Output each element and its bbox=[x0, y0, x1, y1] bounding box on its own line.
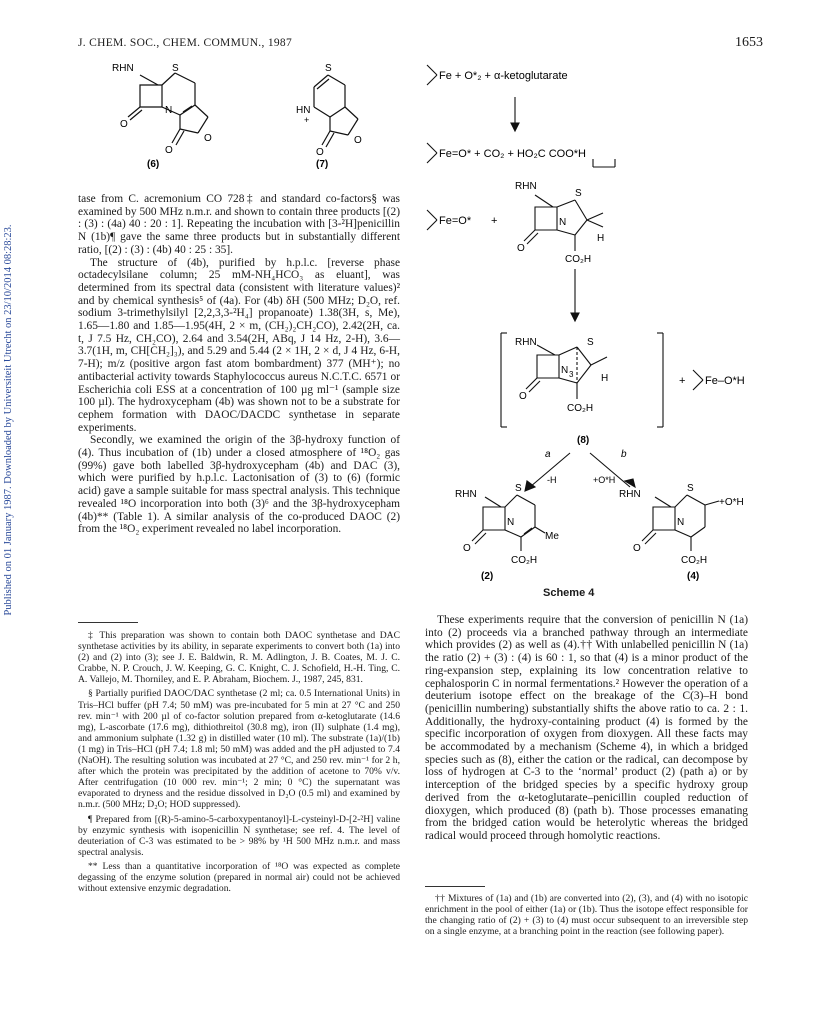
download-notice-text[interactable]: Published on 01 January 1987. Downloaded by Universiteit Utrecht on 23/10/2014 08:28:23. bbox=[3, 224, 14, 616]
footnote-rule-left bbox=[78, 622, 138, 623]
plus-oh-label: +O*H bbox=[593, 475, 616, 485]
paragraph: Secondly, we examined the origin of the 3β-hydroxy function of (4). Thus incubation of (1b) under a closed atmosphere of ¹⁸O₂ gas (99%) gave both labelled 3β-hydroxycepham (4b) and DAC (3), which were purified by h.p.l.c. Lactonisation of (3) to (6) (formic acid) gave a sample suitable for mass spectral analysis. This technique revealed ¹⁸O incorporation into both (3)⁶ and the 3β-hydroxycepham (4b)** (Table 1). A similar analysis of the co-produced DAOC (2) from the ¹⁸O₂ experiment revealed no label incorporation. bbox=[78, 434, 400, 536]
fe-o-label: Fe=O* bbox=[439, 215, 472, 227]
rhn-label-penicillin: RHN bbox=[515, 181, 537, 192]
me-label-2: Me bbox=[545, 531, 559, 542]
footnote: § Partially purified DAOC/DAC synthetase (2 ml; ca. 0.5 International Units) in Tris–HCl buffer (pH 7.4; 50 mM) was pre-incubated for 5 min at 27 °C and 250 rev. min⁻¹ with 200 µl of co-factor solution prepared from α-ketoglutarate (14.6 mg), L-ascorbate (17.6 mg), dithiothreitol (30.8 mg), iron (II) sulphate (1.4 mg), and ammonium sulphate (1.32 g) in distilled water (10 ml). The substrate (1a)/(1b) (1 mg) in Tris–HCl (pH 7.4; 1.8 ml; 50 mM) was added and the pH adjusted to 7.4 (NaOH). The resulting solution was incubated at 27 °C, and 250 rev. min⁻¹ for 2 h, after which the protein was precipitated by the addition of acetone to 70% v/v. After centrifugation (10 000 rev. min⁻¹; 2 min; 0 °C) the supernatant was evaporated to dryness and the residue dissolved in D₂O (0.5 ml) and examined by n.m.r. (500 MHz; D₂O; HOD suppressed). bbox=[78, 688, 400, 811]
h-label-8: H bbox=[601, 373, 609, 384]
co2h-label-2: CO₂H bbox=[511, 555, 538, 566]
h-label-penicillin: H bbox=[597, 233, 605, 244]
oh-label-4: +O*H bbox=[719, 497, 744, 508]
minus-h-label: -H bbox=[547, 475, 557, 485]
path-b-label: b bbox=[621, 449, 627, 460]
rhn-label-6: RHN bbox=[112, 63, 134, 74]
three-label-8: 3 bbox=[569, 370, 574, 379]
n-label-penicillin: N bbox=[559, 217, 567, 228]
o-label-penicillin: O bbox=[517, 243, 525, 254]
n-label-4: N bbox=[677, 517, 685, 528]
scheme-4 bbox=[425, 55, 800, 585]
rhn-label-8: RHN bbox=[515, 337, 537, 348]
s-label-penicillin: S bbox=[575, 188, 582, 199]
label-2: (2) bbox=[481, 571, 494, 582]
n-label-2: N bbox=[507, 517, 515, 528]
o-label-2: O bbox=[463, 543, 471, 554]
left-footnotes bbox=[78, 630, 400, 897]
footnote: ** Less than a quantitative incorporation of ¹⁸O was expected as complete degassing of the enzyme solution (prepared in normal air) could not be achieved without extensive enzymic degradation. bbox=[78, 860, 400, 895]
o-label-8: O bbox=[519, 391, 527, 402]
n-label-8: N bbox=[561, 365, 569, 376]
o-label-6b: O bbox=[165, 145, 173, 156]
rhn-label-2: RHN bbox=[455, 489, 477, 500]
o-label-4: O bbox=[633, 543, 641, 554]
journal-header: J. CHEM. SOC., CHEM. COMMUN., 1987 bbox=[78, 37, 293, 49]
download-notice bbox=[3, 210, 17, 630]
page-number: 1653 bbox=[735, 35, 763, 50]
plus-1: + bbox=[491, 215, 498, 227]
fe-oh-label: Fe–O*H bbox=[705, 375, 745, 387]
o-label-6a: O bbox=[120, 119, 128, 130]
s-label-8: S bbox=[587, 337, 594, 348]
plus-2: + bbox=[679, 375, 686, 387]
right-footnotes bbox=[425, 893, 748, 940]
plus-label-7: + bbox=[304, 115, 310, 125]
scheme-caption: Scheme 4 bbox=[543, 587, 595, 599]
paragraph: tase from C. acremonium CO 728‡ and standard co-factors§ was examined by 500 MHz n.m.r. and shown to contain three products [(2) : (3) : (4a) 40 : 20 : 1]. Repeating the incubation with [3-²H]penicillin N (1b)¶ gave the same three products but in substantially different ratio, [(2) : (3) : (4b) 40 : 25 : 35]. bbox=[78, 193, 400, 256]
paragraph: These experiments require that the conversion of penicillin N (1a) into (2) proceeds via a branched pathway through an intermediate which provides (2) as well as (4).†† With unlabelled penicillin N (1a) the ratio (2) + (3) : (4) is 60 : 1, so that (4) is a minor product of the ring-expansion step, explaining its low concentration relative to cephalosporin C in normal fermentations.² However the operation of a deuterium isotope effect on the breakage of the C(3)–H bond (penicillin numbering) substantially shifts the above ratio to ca. 2 : 1. Additionally, the hydroxy-containing product (4) is formed by the specific incorporation of oxygen from dioxygen. All these facts may be accommodated by a mechanism (Scheme 4), in which a bridged species such as (8), either the cation or the radical, can decompose by loss of hydrogen at C-3 to the ‘normal’ product (2) (path a) or by interception of the bridged species by a specific hydroxy group derived from the α-ketoglutarate–penicillin coupled reduction of dioxygen, which produced (8) (path b). Those processes emanating from the bridged cation would be heterolytic whereas the bridged radical would proceed through homolytic reactions. bbox=[425, 614, 748, 842]
scheme-line-2: Fe=O* + CO₂ + HO₂C COO*H bbox=[439, 148, 586, 160]
path-a-label: a bbox=[545, 449, 551, 460]
structures-6-7 bbox=[80, 55, 400, 170]
label-7: (7) bbox=[316, 159, 329, 170]
label-6: (6) bbox=[147, 159, 160, 170]
o-label-6c: O bbox=[204, 133, 212, 144]
rhn-label-4: RHN bbox=[619, 489, 641, 500]
co2h-label-4: CO₂H bbox=[681, 555, 708, 566]
footnote: †† Mixtures of (1a) and (1b) are converted into (2), (3), and (4) with no isotopic enrichment in the pool of either (1a) or (1b). Thus the isotope effect responsible for the changing ratio of (2) + (3) to (4) must occur subsequent to an irreversible step on a single enzyme, at a branching point in the reaction (see following paper). bbox=[425, 893, 748, 938]
o-label-7a: O bbox=[316, 147, 324, 158]
s-label-2: S bbox=[515, 483, 522, 494]
co2h-label-penicillin: CO₂H bbox=[565, 254, 592, 265]
co2h-label-8: CO₂H bbox=[567, 403, 594, 414]
s-label-6: S bbox=[172, 63, 179, 74]
footnote: ‡ This preparation was shown to contain both DAOC synthetase and DAC synthetase activities by its ability, in separate experiments to convert both (1a) into (2) and (2) into (3); see J. E. Baldwin, R. M. Adlington, J. B. Coates, M. J. C. Crabbe, N. P. Crouch, J. W. Keeping, G. C. Knight, C. J. Schofield, H.-H. Ting, C. A. Vallejo, M. Thorniley, and E. P. Abraham, Biochem. J., 1987, 245, 831. bbox=[78, 630, 400, 686]
s-label-7: S bbox=[325, 63, 332, 74]
label-8: (8) bbox=[577, 435, 590, 446]
footnote-rule-right bbox=[425, 886, 485, 887]
left-column bbox=[78, 193, 400, 536]
hn-label-7: HN bbox=[296, 105, 311, 116]
label-4: (4) bbox=[687, 571, 700, 582]
s-label-4: S bbox=[687, 483, 694, 494]
o-label-7b: O bbox=[354, 135, 362, 146]
scheme-line-1: Fe + O*₂ + α-ketoglutarate bbox=[439, 70, 568, 82]
footnote: ¶ Prepared from [(R)-5-amino-5-carboxypentanoyl]-L-cysteinyl-D-[2-²H] valine by enzymic synthesis with isopenicillin N synthetase; see ref. 4. The level of deuteriation of C-3 was estimated to be > 98% by ¹H 500 MHz n.m.r. and mass spectral analysis. bbox=[78, 813, 400, 858]
n-label-6: N bbox=[165, 105, 173, 116]
right-column bbox=[425, 614, 748, 843]
paragraph: The structure of (4b), purified by h.p.l.c. [reverse phase octadecylsilane column; 25 mM-NH₄HCO₃ as eluant], was determined from its spectral data (consistent with literature values)² and by chemical synthesis⁵ of (4a). For (4b) δH (500 MHz; D₂O, ref. sodium 3-trimethylsilyl [2,2,3,3-²H₄] propanoate) 1.38(3H, s, Me), 1.65—1.80 and 1.85—1.95(4H, 2 × m, (CH₂)₂CH₂CO), 2.42(2H, ca. t, J 7.5 Hz, CH₂CO), 2.64 and 3.54(2H, ABq, J 14 Hz, 2-H), 3.6—3.7(1H, m, CH[CH₂]₃), and 5.29 and 5.44 (2 × 1H, 2 × d, J 4 Hz, 6-H, 7-H); m/z (positive argon fast atom bombardment) 377 (MH⁺); no antibacterial activity towards Staphylococcus aureus N.C.T.C. 6571 or Escherichia coli ESS at a concentration of 100 µg ml⁻¹ (sample size 100 µl). The hydroxycepham (4b) was shown not to be a substrate for cephem formation with DAOC/DACDC synthetase in separate experiments. bbox=[78, 256, 400, 434]
